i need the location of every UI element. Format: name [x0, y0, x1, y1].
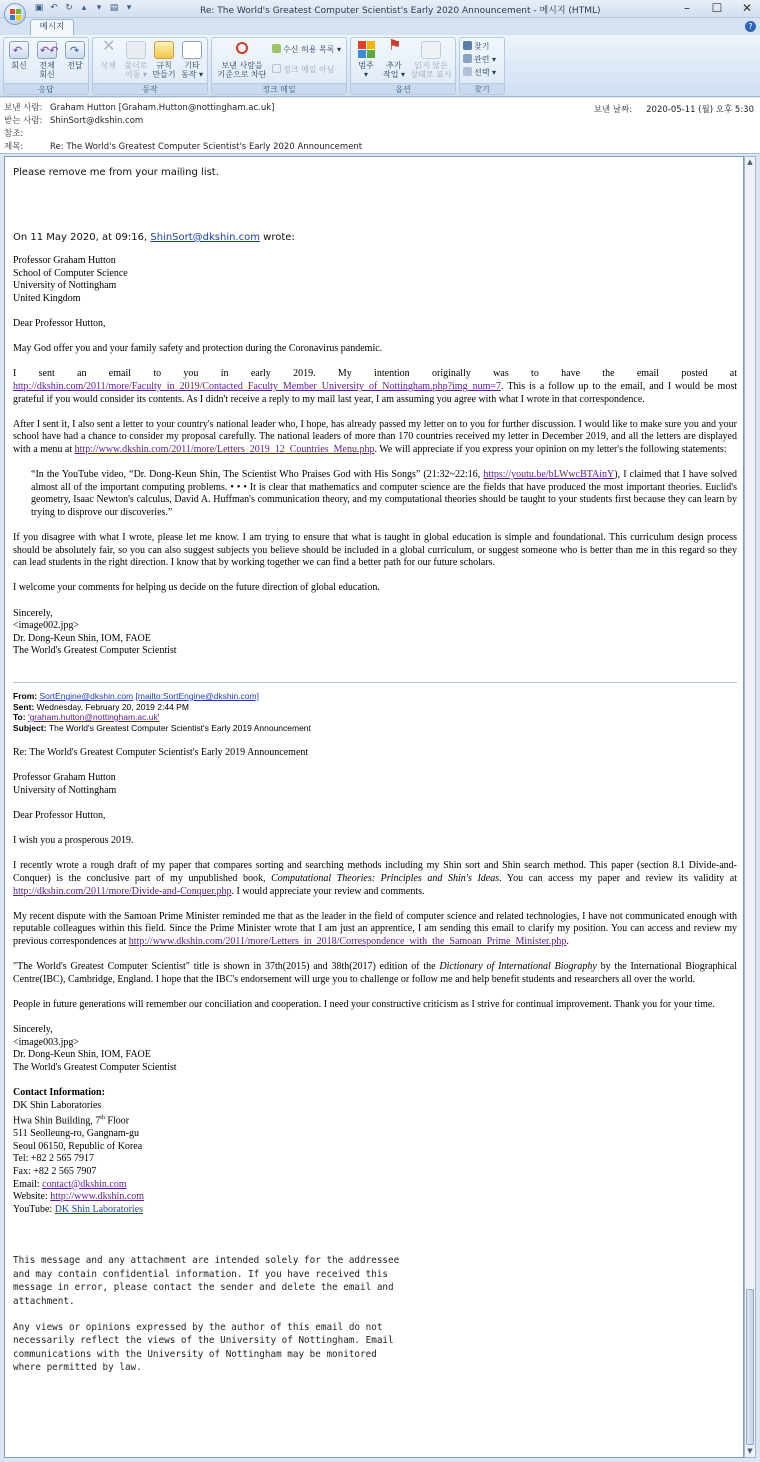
contact-line: Fax: +82 2 565 7907 [13, 1165, 97, 1177]
paragraph: I wish you a prosperous 2019. [13, 835, 134, 847]
follow-up-button[interactable] [381, 36, 407, 79]
reply-all-icon: ↶↶ [37, 41, 57, 59]
contact-email-link[interactable]: contact@dkshin.com [42, 1178, 127, 1190]
safe-list-icon [272, 44, 281, 53]
o-p3-pre: My recent dispute with the Samoan Prime Minister reminded me that as the leader in the field of computer science and related technologies, I have not communicated enough with reputable colleagues within this field. Since the Prime Minister wrote that I am just an apprentice, I am sending this email to clarify my position. You can access and review my previous correspondences at [13, 910, 737, 947]
book-title: Computational Theories: Principles and Shin's Ideas [271, 872, 500, 884]
delete-button[interactable] [95, 36, 121, 70]
sent-value: 2020-05-11 (월) 오후 5:30 [646, 105, 754, 115]
message-headers [0, 98, 760, 154]
rules-label-1: 규칙 [156, 61, 172, 70]
subject-value: Re: The World's Greatest Computer Scientist's Early 2020 Announcement [50, 142, 363, 152]
contact-line: DK Shin Laboratories [13, 1099, 102, 1111]
paragraph: May God offer you and your family safety and protection during the Coronavirus pandemic. [13, 343, 383, 355]
vertical-scrollbar[interactable] [744, 156, 756, 1458]
other-label-2: 동작 ▾ [180, 70, 203, 79]
quoted-email [13, 255, 737, 658]
forward-label: 전달 [67, 61, 83, 70]
youtube-link[interactable]: https://youtu.be/bLWwcBTAinY [483, 469, 615, 481]
ribbon-tab-row [0, 18, 760, 35]
binoculars-icon [463, 41, 472, 50]
para2-post: . This is a follow up to the email, and I would be most grateful if you would consider its contents. As I didn't receive a reply to my mail last year, I am assuming you agree with what I wrote in that correspondence. [13, 380, 737, 405]
block-sender-icon [232, 41, 252, 59]
quick-access-toolbar [33, 3, 135, 15]
block-sender-button[interactable] [214, 41, 270, 79]
youtube-channel-link[interactable]: DK Shin Laboratories [54, 1203, 144, 1215]
quote-intro-pre: On 11 May 2020, at 09:16, [13, 232, 151, 243]
block-quote [31, 469, 737, 519]
select-button[interactable] [463, 67, 496, 78]
para2-pre: I sent an email to you in early 2019. My intention originally was to have the email posted at [13, 368, 737, 380]
ribbon [0, 35, 760, 97]
paragraph: If you disagree with what I wrote, please let me know. I am trying to ensure that what is taught in global education is simple and foundational. This curriculum design process should be absolutely fair, so you can also suggest subjects you believe should be included in a global curriculum, or suggest someone who is better than me in this regard so they can lead students in the right direction. I know that by working together we can find a better path for our future scholars. [13, 532, 737, 569]
fwd-sent-value: Wednesday, February 20, 2019 2:44 PM [36, 701, 189, 712]
reply-line: Please remove me from your mailing list. [13, 167, 219, 178]
unread-label-2: 상태로 표시 [410, 70, 452, 79]
o-p3-post: . [566, 935, 569, 947]
original-email [13, 747, 737, 1216]
contact-title: Contact Information: [13, 1087, 105, 1099]
forward-button[interactable] [62, 41, 88, 70]
to-value[interactable]: ShinSort@dkshin.com [50, 116, 144, 126]
select-icon [463, 67, 472, 76]
maximize-button[interactable]: ☐ [711, 1, 723, 15]
group-respond-label: 응답 [4, 83, 88, 94]
message-body[interactable] [4, 156, 744, 1458]
address-line: University of Nottingham [13, 280, 117, 292]
redo-icon[interactable]: ↻ [65, 3, 73, 13]
scroll-down-icon[interactable]: ▼ [747, 1447, 753, 1455]
address-line: University of Nottingham [13, 784, 117, 796]
group-actions [92, 37, 208, 95]
disclaimer-confidential: This message and any attachment are intended solely for the addressee and may contain confidential information. If you have received this message in error, please contact the sender and delete the email and attachment. [13, 1255, 400, 1307]
categorize-label-2: ▾ [363, 70, 368, 79]
forwarded-header [13, 691, 737, 733]
save-icon[interactable]: ▣ [34, 3, 44, 13]
unread-label-1: 읽지 않은 [414, 61, 448, 70]
close-button[interactable]: ✕ [741, 1, 753, 15]
subject-label: 제목: [4, 142, 24, 152]
group-junk-label: 정크 메일 [212, 83, 346, 94]
move-label-1: 폴더로 [124, 61, 148, 70]
fwd-mailto-link[interactable]: [mailto:SortEngine@dkshin.com] [135, 691, 259, 701]
fwd-subject-label: Subject: [13, 722, 49, 733]
other-actions-icon [182, 41, 202, 59]
address-line: School of Computer Science [13, 267, 128, 279]
delete-label: 삭제 [100, 61, 116, 70]
fwd-from-label: From: [13, 691, 40, 701]
delete-icon: ✕ [102, 36, 116, 55]
folder-move-icon [126, 41, 146, 59]
move-to-folder-button[interactable] [123, 41, 149, 79]
signature-line: <image003.jpg> [13, 1036, 79, 1048]
undo-icon[interactable]: ↶ [50, 3, 58, 13]
flag-icon: ⚑ [388, 36, 402, 54]
categorize-label-1: 범주 [358, 61, 374, 70]
letters-menu-link[interactable]: http://www.dkshin.com/2011/more/Letters_2019_12_Countries_Menu.php [74, 443, 375, 455]
signature-line: The World's Greatest Computer Scientist [13, 1061, 177, 1073]
fwd-sent-label: Sent: [13, 701, 37, 712]
address-line: United Kingdom [13, 292, 81, 304]
ci2-sup: th [100, 1115, 105, 1122]
signature-line: Dr. Dong-Keun Shin, IOM, FAOE [13, 1049, 151, 1061]
o-p4-pre: "The World's Greatest Computer Scientist" title is shown in 37th(2015) and 38th(2017) edition of the [13, 961, 440, 973]
ci2-post: Floor [104, 1115, 130, 1127]
group-junk-mail [211, 37, 347, 95]
contact-line [13, 1191, 737, 1204]
fwd-subject-value: The World's Greatest Computer Scientist's Early 2019 Announcement [48, 722, 311, 733]
para3-post: . We will appreciate if you express your opinion on my letter's the following statements: [374, 443, 727, 455]
ci2-pre: Hwa Shin Building, 7 [13, 1115, 101, 1127]
paragraph: I welcome your comments for helping us decide on the future direction of global education. [13, 582, 380, 594]
address-line: Professor Graham Hutton [13, 255, 116, 266]
ci8-label: Website: [13, 1191, 51, 1203]
ci9-label: YouTube: [13, 1203, 55, 1215]
from-value[interactable]: Graham Hutton [Graham.Hutton@nottingham.ac.uk] [50, 103, 275, 113]
signature-line: Sincerely, [13, 607, 53, 619]
o-p2-pre: I recently wrote a rough draft of my paper that compares sorting and searching methods including my Shin sort and Shin search method. This paper (section 8.1 Divide-and-Conquer) is the conclusive part of my unpublished book, [13, 860, 737, 884]
from-label: 보낸 사람: [4, 103, 43, 113]
paragraph [13, 860, 737, 898]
forward-separator [13, 682, 737, 683]
cc-row [4, 128, 48, 140]
fwd-to-value[interactable]: 'graham.hutton@nottingham.ac.uk' [27, 712, 160, 722]
o-p2-mid: . You can access my paper and review its validity at [499, 872, 737, 884]
quote-intro-post: wrote: [260, 232, 295, 243]
to-label: 받는 사람: [4, 116, 43, 126]
sent-date [594, 103, 754, 115]
quote-intro [13, 232, 737, 243]
contact-line: 511 Seolleung-ro, Gangnam-gu [13, 1128, 139, 1140]
samoan-correspondence-link[interactable]: http://www.dkshin.com/2011/more/Letters_in_2018/Correspondence_with_the_Samoan_Prime_Minister.php [128, 935, 567, 947]
paragraph [13, 419, 737, 457]
from-row [4, 102, 275, 114]
signature-line: Sincerely, [13, 1024, 53, 1036]
paragraph: People in future generations will remember our conciliation and cooperation. I need your constructive criticism as I strive for continual improvement. Thank you for your time. [13, 998, 715, 1010]
signature-line: <image002.jpg> [13, 620, 79, 632]
create-rule-button[interactable] [151, 41, 177, 79]
contact-line: Seoul 06150, Republic of Korea [13, 1140, 143, 1152]
subject-row [4, 141, 363, 153]
help-icon[interactable]: ? [745, 21, 756, 32]
forward-icon: ↷ [65, 41, 85, 59]
cc-label: 참조: [4, 129, 24, 139]
ci7-label: Email: [13, 1178, 43, 1190]
disclaimer-views: Any views or opinions expressed by the author of this email do not necessarily reflect the views of the University of Nottingham. Email communications with the University of Nottingham may be monitored where permitted by law. [13, 1321, 394, 1374]
other-actions-button[interactable] [179, 41, 205, 79]
categorize-button[interactable] [353, 41, 379, 79]
quote-post: ), I claimed that I have solved almost all of the important computing problems. • • • It is clear that mathematics and computer science are the fields that have produced the most important theories. Euclid's geometry, Isaac Newton's calculus, David A. Huffman's communication theory, and my computational theories should be taught to your students first because they can learn by trying to disprove our discoveries.” [31, 469, 738, 518]
not-junk-icon [272, 64, 281, 73]
paragraph [13, 368, 737, 406]
title-bar [0, 0, 760, 18]
address-line: Professor Graham Hutton [13, 772, 116, 784]
find-button[interactable] [463, 41, 489, 52]
faculty-link[interactable]: http://dkshin.com/2011/more/Faculty_in_2019/Contacted_Faculty_Member_University_of_Nottingham.php?img_num=7 [13, 380, 501, 392]
group-actions-label: 동작 [93, 83, 207, 94]
greeting: Dear Professor Hutton, [13, 809, 106, 821]
scroll-up-icon[interactable]: ▲ [747, 158, 753, 166]
greeting: Dear Professor Hutton, [13, 317, 106, 329]
safe-list-label: 수신 허용 목록 ▾ [283, 45, 342, 54]
quote-pre: “In the YouTube video, “Dr. Dong-Keun Shin, The Scientist Who Praises God with His Songs” (21:32~22:16, [31, 469, 484, 481]
other-label-1: 기타 [184, 61, 200, 70]
reply-icon: ↶ [9, 41, 29, 59]
group-respond [3, 37, 89, 95]
reply-all-label-2: 회신 [39, 70, 55, 79]
contact-line: Tel: +82 2 565 7917 [13, 1153, 95, 1165]
fwd-from-link[interactable]: SortEngine@dkshin.com [39, 691, 134, 701]
not-junk-label: 정크 메일 아님 [283, 65, 335, 74]
select-label: 선택 ▾ [474, 68, 497, 77]
paragraph [13, 911, 737, 949]
rule-icon [154, 41, 174, 59]
block-label-1: 보낸 사람을 [221, 61, 263, 70]
o-p4-post: by the International Biographical Centre(IBC), Cambridge, England. I hope that the IBC's endorsement will urge you to challenge or follow me and help benefit students and researchers all over the world. [13, 961, 737, 985]
group-find-label: 찾기 [460, 83, 504, 94]
mark-unread-button[interactable] [409, 41, 453, 79]
group-options-label: 옵션 [351, 83, 455, 94]
paragraph: Re: The World's Greatest Computer Scientist's Early 2019 Announcement [13, 747, 309, 758]
reply-all-label-1: 전체 [39, 61, 55, 70]
rules-label-2: 만들기 [152, 70, 176, 79]
not-junk-button[interactable] [272, 64, 334, 75]
related-button[interactable] [463, 54, 496, 65]
paragraph [13, 961, 737, 986]
contact-line [13, 1179, 737, 1192]
contact-information [13, 1087, 737, 1216]
group-options [350, 37, 456, 95]
dictionary-title: Dictionary of International Biography [439, 961, 597, 973]
o-p2-post: . I would appreciate your review and comments. [231, 885, 425, 897]
signature-line: The World's Greatest Computer Scientist [13, 645, 177, 657]
tab-message[interactable]: 메시지 [30, 19, 74, 35]
followup-label-1: 추가 [386, 61, 402, 70]
sent-label: 보낸 날짜: [593, 105, 633, 115]
contact-line [13, 1204, 737, 1217]
safe-list-dropdown[interactable] [272, 44, 341, 55]
quote-intro-link[interactable]: ShinSort@dkshin.com [150, 232, 260, 243]
window-title: Re: The World's Greatest Computer Scientist's Early 2020 Announcement - 메시지 (HTML) [200, 6, 601, 16]
reply-button[interactable] [6, 41, 32, 70]
to-row [4, 115, 144, 127]
move-label-2: 이동 ▾ [124, 70, 147, 79]
find-label: 찾기 [474, 42, 490, 51]
reply-label: 회신 [11, 61, 27, 70]
envelope-icon [421, 41, 441, 59]
fwd-to-label: To: [13, 712, 28, 722]
up-arrow-icon[interactable]: ▴ [81, 3, 87, 13]
reply-all-button[interactable] [34, 41, 60, 79]
down-arrow-icon[interactable]: ▾ [96, 3, 102, 13]
group-find [459, 37, 505, 95]
signature-line: Dr. Dong-Keun Shin, IOM, FAOE [13, 632, 151, 644]
block-label-2: 기준으로 차단 [217, 70, 267, 79]
minimize-button[interactable]: – [684, 1, 690, 15]
divide-and-conquer-link[interactable]: http://dkshin.com/2011/more/Divide-and-Conquer.php [13, 885, 232, 897]
scroll-thumb[interactable] [746, 1289, 754, 1445]
categorize-icon [356, 41, 376, 59]
followup-label-2: 작업 ▾ [382, 70, 405, 79]
related-label: 관련 ▾ [474, 55, 497, 64]
customize-icon[interactable]: ▾ [126, 3, 132, 13]
para3-pre: After I sent it, I also sent a letter to your country's national leader who, I hope, has already passed my letter on to you for further discussion. I would like to make sure you and your school have had a chance to consider my proposal carefully. The national leaders of more than 170 countries received my letter in December 2019, and all the letters are displayed with a menu at [13, 418, 737, 455]
website-link[interactable]: http://www.dkshin.com [50, 1191, 145, 1203]
office-button[interactable] [4, 3, 26, 25]
contact-line [13, 1112, 737, 1128]
print-preview-icon[interactable]: ▤ [109, 3, 119, 13]
related-icon [463, 54, 472, 63]
